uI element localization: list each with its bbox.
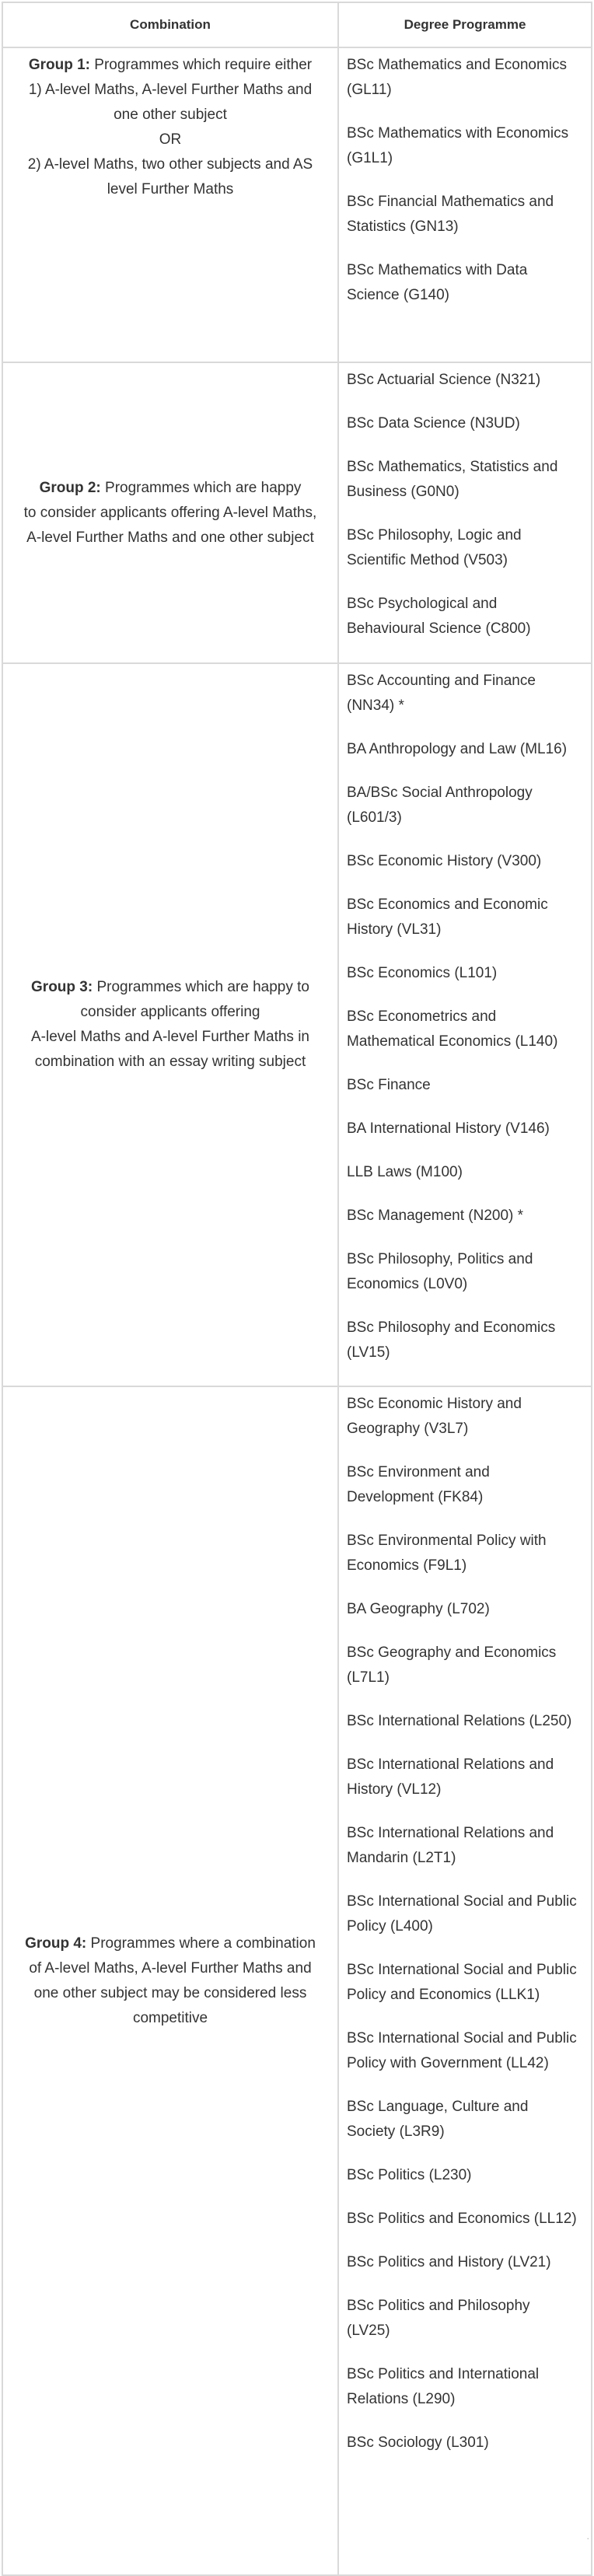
group-2-label: Group 2:: [39, 479, 101, 496]
group-row-4: [2, 1386, 592, 2575]
group-1-programmes: [338, 47, 592, 362]
group-1-line: OR: [159, 131, 182, 148]
programme-item: BA/BSc Social Anthropology (L601/3): [347, 785, 533, 826]
programme-item: BSc Geography and Economics (L7L1): [347, 1645, 557, 1686]
programme-item: BSc Mathematics with Data Science (G140): [347, 262, 528, 303]
programme-item: BSc Philosophy, Logic and Scientific Method (V503): [347, 527, 522, 568]
group-2-line: to consider applicants offering A-level Maths,: [23, 504, 317, 521]
combination-header: Combination: [2, 2, 338, 47]
programme-item: BSc International Relations and Mandarin (L2T1): [347, 1825, 554, 1866]
programme-item: BSc Politics and International Relations (L290): [347, 2366, 540, 2407]
group-2-programmes: [338, 362, 592, 663]
programme-item: BSc International Relations (L250): [347, 1713, 572, 1729]
group-2-combination: [2, 362, 338, 663]
group-3-line: combination with an essay writing subject: [34, 1054, 306, 1070]
group-row-1: [2, 47, 592, 362]
group-1-line: 1) A-level Maths, A-level Further Maths and: [28, 82, 313, 98]
group-3-line: consider applicants offering: [80, 1004, 260, 1020]
programme-item: BSc Language, Culture and Society (L3R9): [347, 2099, 529, 2140]
programme-item: BSc Philosophy, Politics and Economics (L0V0): [347, 1251, 533, 1292]
degree-programme-header: Degree Programme: [338, 2, 592, 47]
programme-item: BSc Mathematics and Economics (GL11): [347, 57, 568, 98]
programme-item: BSc Politics and History (LV21): [347, 2254, 551, 2270]
group-4-label: Group 4:: [25, 1935, 87, 1952]
programme-item: BSc Philosophy and Economics (LV15): [347, 1319, 556, 1361]
group-1-label: Group 1:: [28, 57, 91, 73]
group-4-line: of A-level Maths, A-level Further Maths and: [29, 1959, 312, 1977]
programme-item: BSc International Social and Public Policy with Government (LL42): [347, 2030, 577, 2071]
programme-item: LLB Laws (M100): [347, 1164, 463, 1180]
group-4-line: one other subject may be considered less: [33, 1984, 307, 2001]
degree-combination-table: [2, 2, 592, 2576]
group-3-line: Programmes which are happy to: [96, 979, 309, 995]
group-1-line: one other subject: [114, 107, 227, 123]
programme-item: BA Anthropology and Law (ML16): [347, 741, 568, 757]
programme-item: BSc Economic History and Geography (V3L7): [347, 1396, 522, 1437]
group-1-line: level Further Maths: [107, 181, 234, 197]
programme-item: BA International History (V146): [347, 1120, 550, 1137]
group-4-line: competitive: [132, 2009, 208, 2026]
programme-item: BSc International Social and Public Policy (L400): [347, 1893, 577, 1935]
corner-watermark: ·: [586, 2534, 589, 2543]
group-2-line: Programmes which are happy: [105, 479, 302, 496]
programme-item: BSc Accounting and Finance (NN34) *: [347, 673, 536, 714]
group-row-2: [2, 362, 592, 663]
group-4-combination: [2, 1386, 338, 2575]
programme-item: BSc Economics and Economic History (VL31): [347, 897, 548, 938]
group-1-line: Programmes which require either: [94, 57, 313, 73]
programme-item: BSc Environmental Policy with Economics (F9L1): [347, 1533, 547, 1574]
programme-item: BSc Mathematics, Statistics and Business (G0N0): [347, 459, 558, 500]
programme-item: BSc Sociology (L301): [347, 2434, 489, 2451]
programme-item: BSc Mathematics with Economics (G1L1): [347, 125, 569, 166]
programme-item: BSc Environment and Development (FK84): [347, 1464, 490, 1505]
programme-item: BSc Economic History (V300): [347, 853, 542, 869]
group-1-line: 2) A-level Maths, two other subjects and AS: [27, 156, 313, 173]
group-3-programmes: [338, 663, 592, 1386]
programme-item: BSc Actuarial Science (N321): [347, 372, 541, 388]
group-2-line: A-level Further Maths and one other subject: [26, 529, 314, 546]
programme-item: BSc Management (N200) *: [347, 1208, 524, 1224]
programme-item: BSc Economics (L101): [347, 965, 498, 981]
programme-item: BSc Financial Mathematics and Statistics (GN13): [347, 194, 554, 235]
programme-item: BSc Politics (L230): [347, 2167, 472, 2183]
group-3-label: Group 3:: [31, 979, 93, 995]
programme-item: BSc Politics and Philosophy (LV25): [347, 2298, 530, 2339]
programme-item: BSc Politics and Economics (LL12): [347, 2211, 577, 2227]
programme-item: BSc Data Science (N3UD): [347, 415, 520, 432]
group-1-combination: [2, 47, 338, 362]
group-3-line: A-level Maths and A-level Further Maths in: [31, 1029, 309, 1045]
programme-item: BA Geography (L702): [347, 1601, 490, 1617]
group-4-programmes: [338, 1386, 592, 2575]
programme-item: BSc International Social and Public Policy and Economics (LLK1): [347, 1962, 577, 2003]
group-3-combination: [2, 663, 338, 1386]
programme-item: BSc Econometrics and Mathematical Economics (L140): [347, 1008, 558, 1050]
programme-item: BSc Finance: [347, 1077, 431, 1093]
programme-item: BSc International Relations and History (VL12): [347, 1756, 554, 1798]
group-row-3: [2, 663, 592, 1386]
group-4-line: Programmes where a combination: [90, 1935, 316, 1952]
programme-item: BSc Psychological and Behavioural Science (C800): [347, 596, 531, 637]
table-header-row: [2, 2, 592, 47]
